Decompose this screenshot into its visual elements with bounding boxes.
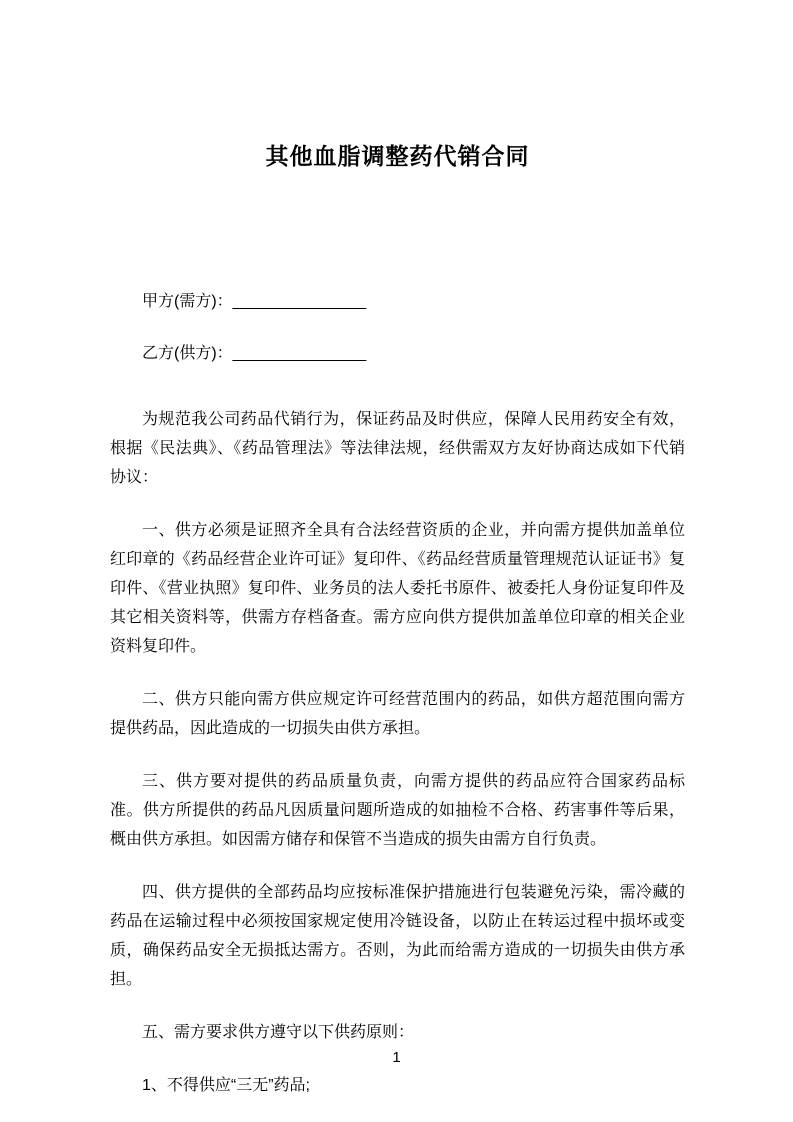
page-number: 1 [392,1049,401,1066]
party-b-blank: _______________ [232,345,367,362]
party-b-line [110,343,685,365]
party-a-label: 甲方(需方)： [142,293,233,310]
clause-two: 二、供方只能向需方供应规定许可经营范围内的药品，如供方超范围向需方提供药品，因此造成的一切损失由供方承担。 [110,691,685,737]
clause-one: 一、供方必须是证照齐全具有合法经营资质的企业，并向需方提供加盖单位红印章的《药品经营企业许可证》复印件、《药品经营质量管理规范认证证书》复印件、《营业执照》复印件、业务员的法人委托书原件、被委托人身份证复印件及其它相关资料等，供需方存档备查。需方应向供方提供加盖单位印章的相关企业资料复印件。 [110,522,685,655]
party-b-label: 乙方(供方)： [142,345,233,362]
clause-five: 五、需方要求供方遵守以下供药原则： [142,1024,415,1041]
party-a-line [110,291,685,313]
clause-four: 四、供方提供的全部药品均应按标准保护措施进行包装避免污染，需冷藏的药品在运输过程中必须按国家规定使用冷链设备，以防止在转运过程中损坏或变质，确保药品安全无损抵达需方。否则，为此而给需方造成的一切损失由供方承担。 [110,884,685,988]
contract-body [110,405,685,1100]
party-a-blank: _______________ [232,293,367,310]
document-title: 其他血脂调整药代销合同 [265,143,530,169]
preamble-paragraph: 为规范我公司药品代销行为，保证药品及时供应，保障人民用药安全有效，根据《民法典》、《药品管理法》等法律法规，经供需双方友好协商达成如下代销协议： [110,411,685,486]
document-content [110,0,685,1122]
sub-item-1: 1、不得供应“三无”药品; [142,1077,311,1094]
clause-three: 三、供方要对提供的药品质量负责，向需方提供的药品应符合国家药品标准。供方所提供的药品凡因质量问题所造成的如抽检不合格、药害事件等后果，概由供方承担。如因需方储存和保管不当造成的损失由需方自行负责。 [110,773,685,848]
